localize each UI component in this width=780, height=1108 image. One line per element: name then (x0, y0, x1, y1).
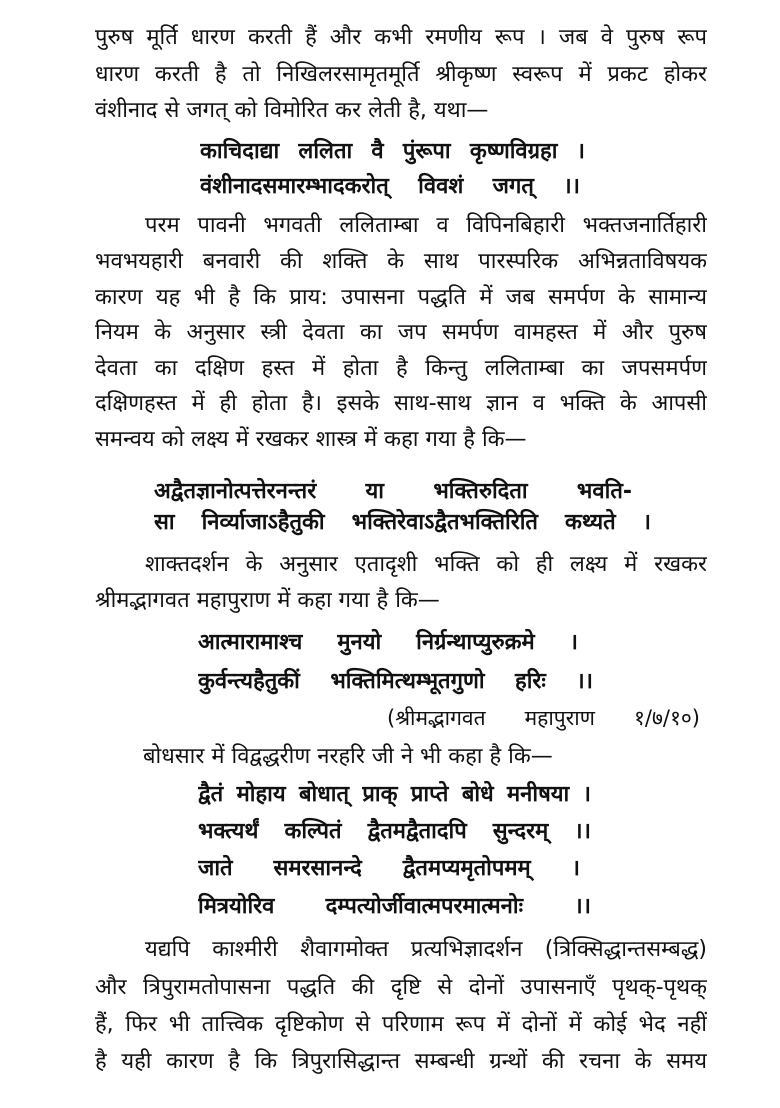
verse-line: भक्त्यर्थं कल्पितं द्वैतमद्वैतादपि सुन्दरम् ।। (198, 819, 591, 844)
verse-line: वंशीनादसमारम्भादकरोत् विवशं जगत् ।। (200, 174, 580, 199)
verse-line: कुर्वन्त्यहैतुकीं भक्तिमित्थम्भूतगुणो हरिः ।। (198, 669, 593, 694)
verse-line: द्वैतं मोहाय बोधात् प्राक् प्राप्ते बोधे मनीषया । (198, 782, 591, 807)
text-line: है यही कारण है कि त्रिपुरासिद्धान्त सम्बन्धी ग्रन्थों की रचना के समय (95, 1049, 707, 1074)
verse-line: जाते समरसानन्दे द्वैतमप्यमृतोपमम् । (198, 856, 580, 881)
text-line: भवभयहारी बनवारी की शक्ति के साथ पारस्परिक अभिन्नताविषयक (95, 249, 707, 274)
text-line: परम पावनी भगवती ललिताम्बा व विपिनबिहारी भक्तजनार्तिहारी (145, 213, 707, 238)
text-line: हैं, फिर भी तात्त्विक दृष्टिकोण से परिणाम रूप में दोनों में कोई भेद नहीं (95, 1012, 707, 1037)
verse-line: काचिदाद्या ललिता वै पुंरूपा कृष्णविग्रहा । (200, 139, 585, 164)
paragraph-4: बोधसार में विद्वद्धरीण नरहरि जी ने भी कहा है कि— (143, 744, 553, 769)
verse-line: मित्रयोरिव दम्पत्योर्जीवात्मपरमात्मनोः ।। (198, 894, 591, 919)
text-line: शाक्तदर्शन के अनुसार एतादृशी भक्ति को ही लक्ष्य में रखकर (145, 552, 707, 577)
text-line: दक्षिणहस्त में ही होता है। इसके साथ-साथ ज्ञान व भक्ति के आपसी (95, 391, 707, 416)
text-line: वंशीनाद से जगत् को विमोरित कर लेती है, यथा— (95, 98, 489, 123)
verse-citation: (श्रीमद्भागवत महापुराण १/७/१०) (387, 706, 700, 730)
text-line: समन्वय को लक्ष्य में रखकर शास्त्र में कहा गया है कि— (95, 427, 527, 452)
text-line: धारण करती है तो निखिलरसामृतमूर्ति श्रीकृष्ण स्वरूप में प्रकट होकर (95, 62, 707, 87)
text-line: देवता का दक्षिण हस्त में होता है किन्तु ललिताम्बा का जपसमर्पण (95, 356, 707, 381)
verse-line: सा निर्व्याजाऽहैतुकी भक्तिरेवाऽद्वैतभक्तिरिति कथ्यते । (154, 510, 651, 535)
text-line: और त्रिपुरामतोपासना पद्धति की दृष्टि से दोनों उपासनाएँ पृथक्-पृथक् (95, 975, 707, 1000)
text-line: श्रीमद्भागवत महापुराण में कहा गया है कि— (95, 588, 440, 613)
text-line: नियम के अनुसार स्त्री देवता का जप समर्पण वामहस्त में और पुरुष (95, 320, 707, 345)
verse-line: अद्वैतज्ञानोत्पत्तेरनन्तरं या भक्तिरुदिता भवति- (154, 479, 632, 504)
text-line: कारण यह भी है कि प्राय: उपासना पद्धति में जब समर्पण के सामान्य (95, 285, 707, 310)
text-line: पुरुष मूर्ति धारण करती हैं और कभी रमणीय रूप । जब वे पुरुष रूप (95, 25, 707, 50)
text-line: यद्यपि काश्मीरी शैवागमोक्त प्रत्यभिज्ञादर्शन (त्रिक्सिद्धान्तसम्बद्ध) (145, 937, 707, 962)
verse-line: आत्मारामाश्च मुनयो निर्ग्रन्थाप्युरुक्रमे । (198, 630, 578, 655)
